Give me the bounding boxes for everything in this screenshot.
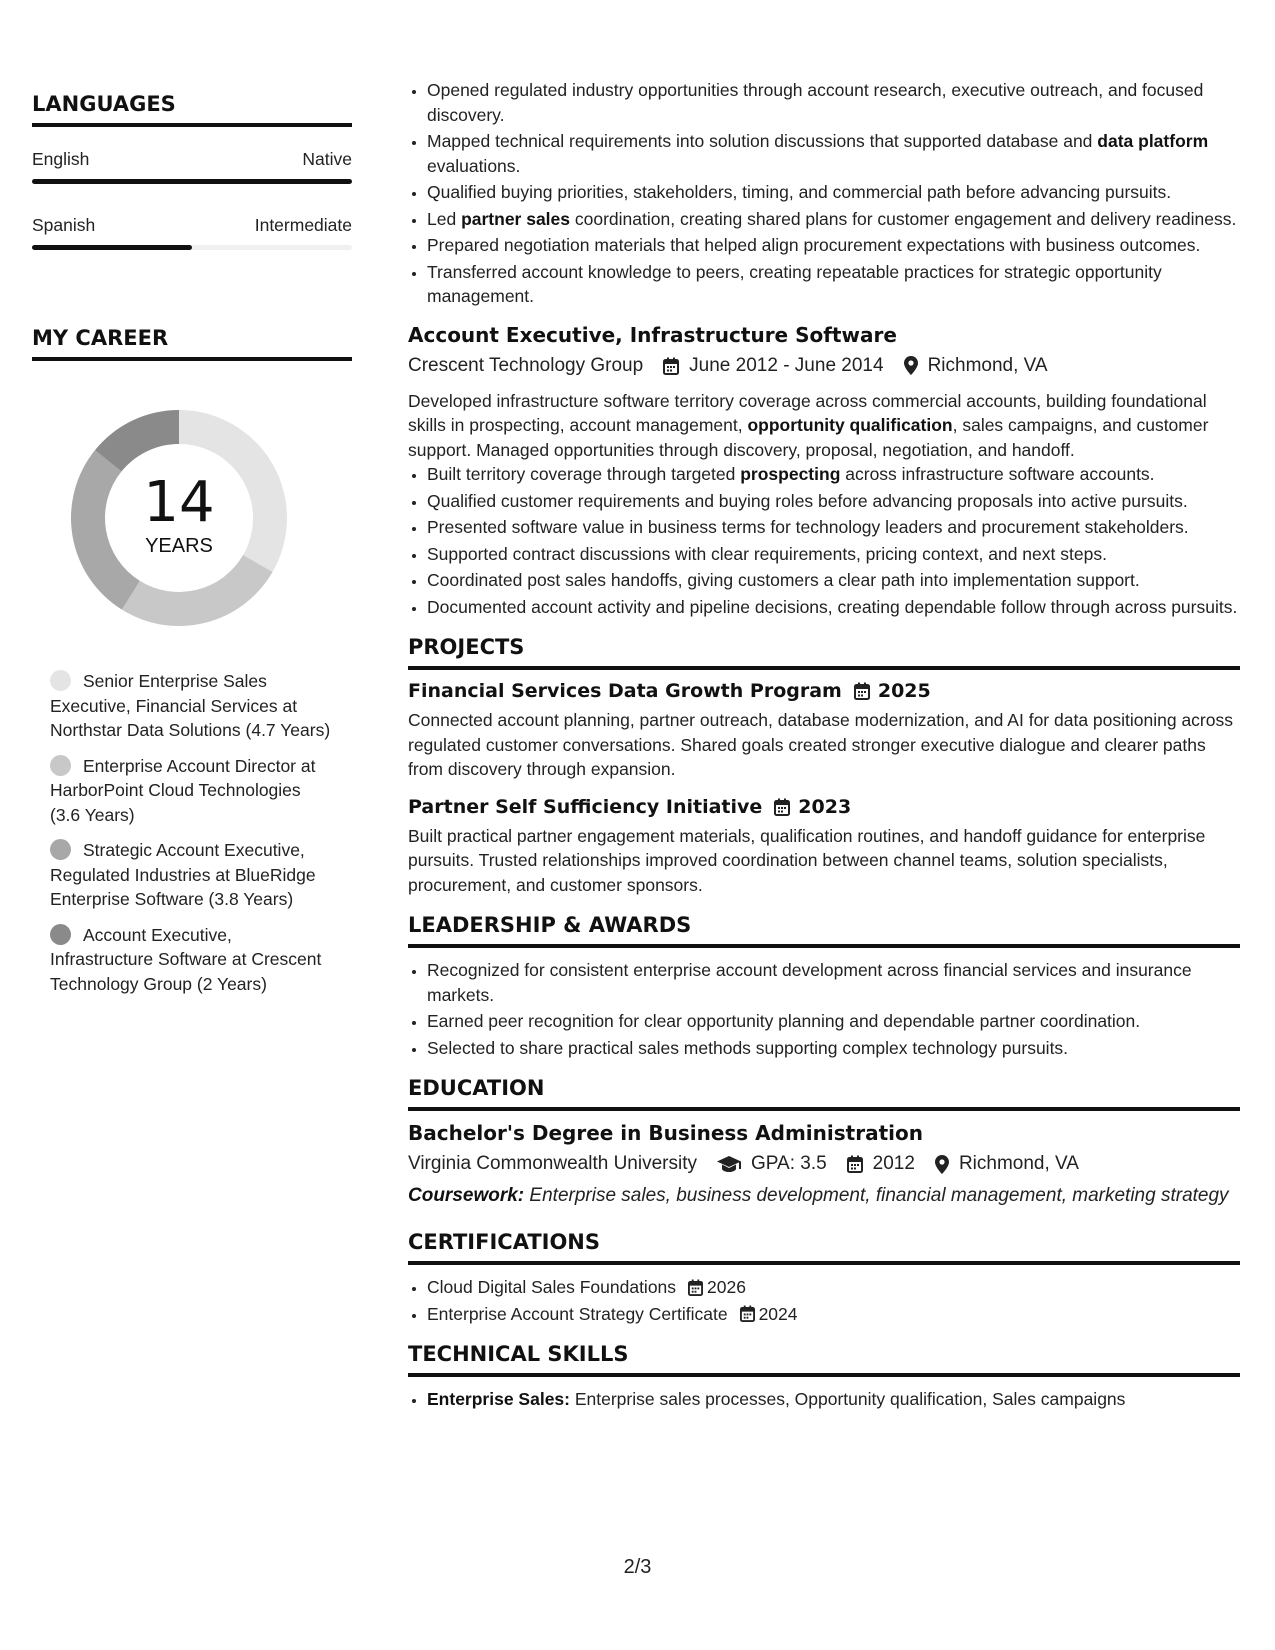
awards-list: [408, 958, 1240, 1060]
legend-dot: [50, 924, 71, 945]
career-heading: MY CAREER: [32, 326, 352, 361]
language-proficiency-fill: [32, 245, 192, 250]
coursework: Coursework: Enterprise sales, business development, financial management, marketing strategy: [408, 1185, 1229, 1206]
calendar-icon: [740, 1305, 755, 1322]
language-proficiency-fill: [32, 179, 352, 184]
language-level: Native: [302, 149, 352, 169]
gpa: GPA: 3.5: [750, 1153, 827, 1174]
career-legend-item: [50, 669, 332, 743]
project-year: 2025: [877, 680, 931, 702]
job-company: Crescent Technology Group: [408, 354, 644, 376]
previous-job-bullets: [408, 78, 1240, 309]
bullet-item: • Prepared negotiation materials that helped align procurement expectations with business outcomes.: [427, 233, 1240, 258]
project-year: 2023: [798, 795, 852, 818]
job-summary: Developed infrastructure software territory coverage across commercial accounts, building foundational skills in prospecting, account management, opportunity qualification, sales campaigns, and customer support. Managed opportunities through discovery, proposal, negotiation, and handoff.: [408, 390, 1209, 460]
bullet-item: • Opened regulated industry opportunities through account research, executive outreach, and focused discovery.: [427, 78, 1240, 127]
legend-dot: [50, 755, 71, 776]
bullet-item: • Transferred account knowledge to peers, creating repeatable practices for strategic opportunity management.: [427, 260, 1240, 309]
job-dates: June 2012 - June 2014: [689, 354, 884, 376]
graduation-year: 2012: [872, 1153, 915, 1174]
project-item: [408, 680, 1240, 782]
projects-heading: PROJECTS: [408, 635, 1240, 670]
language-item: [32, 215, 352, 250]
language-proficiency-bar: [32, 245, 352, 250]
legend-text: Senior Enterprise Sales Executive, Financial Services at Northstar Data Solutions (4.7 Years): [50, 671, 331, 740]
language-item: [32, 149, 352, 184]
skills-heading: TECHNICAL SKILLS: [408, 1342, 1240, 1377]
certifications-heading: CERTIFICATIONS: [408, 1230, 1240, 1265]
bullet-item: • Qualified customer requirements and buying roles before advancing proposals into active pursuits.: [427, 489, 1240, 514]
job-meta: [408, 355, 1240, 377]
certifications-list: [408, 1275, 1240, 1326]
project-name: Partner Self Sufficiency Initiative: [408, 795, 763, 818]
map-pin-icon: [904, 356, 918, 375]
career-total-unit: YEARS: [145, 535, 213, 557]
school-name: Virginia Commonwealth University: [408, 1153, 697, 1174]
project-item: [408, 796, 1240, 898]
legend-dot: [50, 839, 71, 860]
bullet-item: • Earned peer recognition for clear opportunity planning and dependable partner coordination.: [427, 1009, 1240, 1034]
language-level: Intermediate: [254, 215, 352, 235]
skills-list: [408, 1387, 1240, 1412]
career-legend-item: [50, 838, 332, 912]
education-meta: [408, 1153, 1240, 1175]
awards-heading: LEADERSHIP & AWARDS: [408, 913, 1240, 948]
bullet-item: • Qualified buying priorities, stakeholders, timing, and commercial path before advancing pursuits.: [427, 180, 1240, 205]
calendar-icon: [847, 1155, 863, 1173]
job-bullets: [408, 462, 1240, 619]
career-legend-item: [50, 754, 332, 828]
graduation-cap-icon: [717, 1155, 741, 1173]
legend-text: Account Executive, Infrastructure Software at Crescent Technology Group (2 Years): [50, 924, 322, 994]
map-pin-icon: [935, 1155, 949, 1174]
bullet-item: • Built territory coverage through targeted prospecting across infrastructure software accounts.: [427, 462, 1240, 487]
page-number: 2/3: [623, 1556, 652, 1578]
bullet-item: • Supported contract discussions with clear requirements, pricing context, and next steps.: [427, 542, 1240, 567]
language-proficiency-bar: [32, 179, 352, 184]
calendar-icon: [854, 682, 870, 700]
project-description: Connected account planning, partner outreach, database modernization, and AI for data positioning across regulated customer conversations. Shared goals created stronger executive dialogue and clearer paths from discovery through expansion.: [408, 710, 1233, 779]
bullet-item: • Led partner sales coordination, creating shared plans for customer engagement and delivery readiness.: [427, 207, 1240, 232]
calendar-icon: [774, 798, 790, 816]
left-column: [32, 92, 352, 1007]
certification-item: • Enterprise Account Strategy Certificate 2024: [427, 1302, 1240, 1327]
bullet-item: • Selected to share practical sales methods supporting complex technology pursuits.: [427, 1036, 1240, 1061]
project-name: Financial Services Data Growth Program: [408, 680, 842, 702]
legend-dot: [50, 670, 71, 691]
education-heading: EDUCATION: [408, 1076, 1240, 1111]
project-description: Built practical partner engagement materials, qualification routines, and handoff guidance for enterprise pursuits. Trusted relationships improved coordination between channel teams, solution specialists, procurement, and customer sponsors.: [408, 825, 1206, 895]
donut-slice: [122, 555, 273, 626]
legend-text: Strategic Account Executive, Regulated Industries at BlueRidge Enterprise Software (3.8 Years): [50, 840, 316, 909]
bullet-item: • Recognized for consistent enterprise account development across financial services and insurance markets.: [427, 958, 1240, 1007]
skill-item: • Enterprise Sales: Enterprise sales processes, Opportunity qualification, Sales campaigns: [427, 1387, 1240, 1412]
languages-heading: LANGUAGES: [32, 92, 352, 127]
bullet-item: • Documented account activity and pipeline decisions, creating dependable follow through across pursuits.: [427, 595, 1240, 620]
bullet-item: • Mapped technical requirements into solution discussions that supported database and data platform evaluations.: [427, 129, 1240, 178]
certification-item: • Cloud Digital Sales Foundations 2026: [427, 1275, 1240, 1300]
school-location: Richmond, VA: [958, 1153, 1079, 1174]
calendar-icon: [688, 1279, 703, 1296]
bullet-item: • Coordinated post sales handoffs, giving customers a clear path into implementation support.: [427, 568, 1240, 593]
language-name: English: [32, 149, 90, 169]
job-location: Richmond, VA: [927, 354, 1048, 376]
career-legend-item: [50, 923, 332, 997]
legend-text: Enterprise Account Director at HarborPoint Cloud Technologies (3.6 Years): [50, 755, 316, 825]
bullet-item: • Presented software value in business terms for technology leaders and procurement stakeholders.: [427, 515, 1240, 540]
career-total-years: 14: [143, 470, 215, 535]
calendar-icon: [663, 357, 679, 375]
degree-title: Bachelor's Degree in Business Administration: [408, 1121, 923, 1145]
language-name: Spanish: [32, 215, 96, 235]
career-donut-chart: [64, 403, 294, 633]
right-column: [408, 78, 1240, 1414]
job-title: Account Executive, Infrastructure Software: [408, 322, 897, 347]
career-legend: [50, 669, 332, 996]
